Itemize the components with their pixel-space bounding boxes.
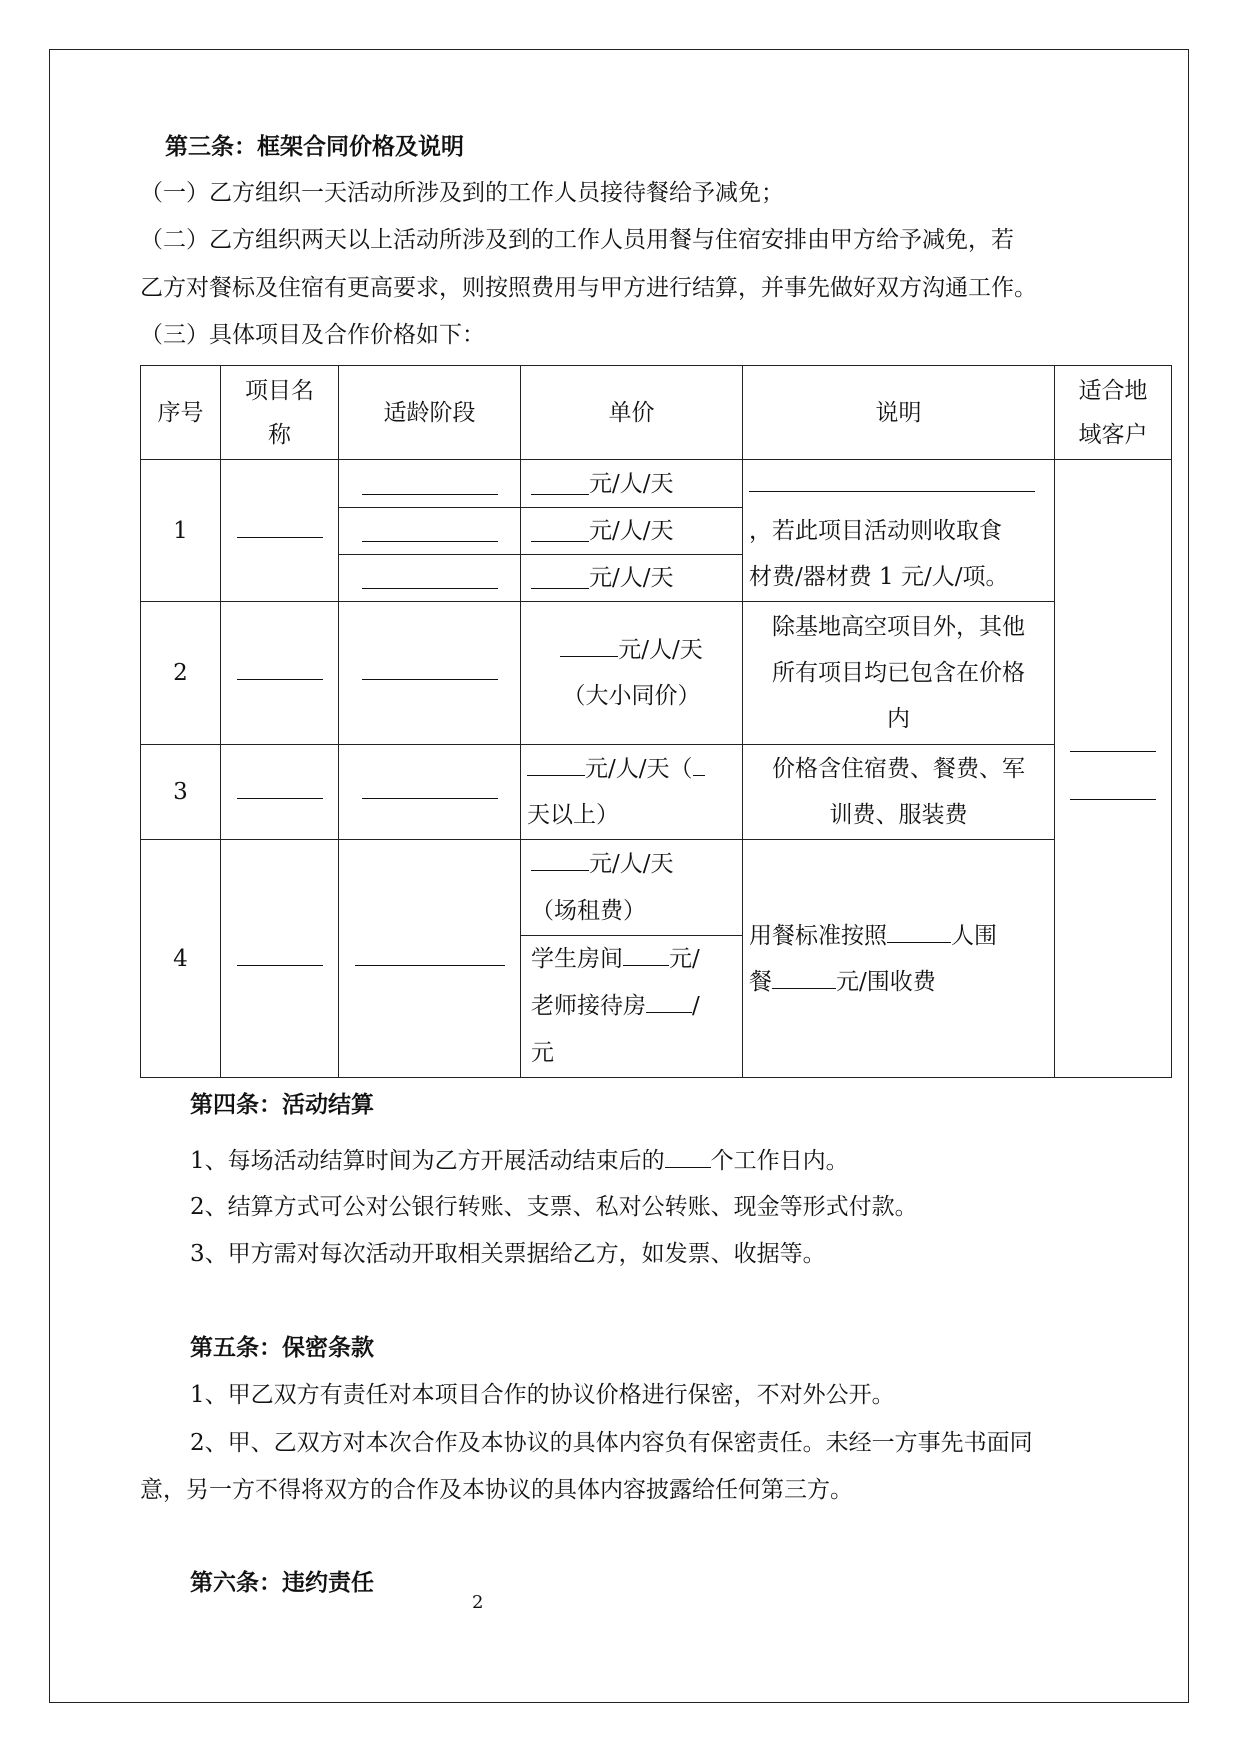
room-line: 元 bbox=[531, 1039, 554, 1066]
price-unit: 元/人/天 bbox=[589, 470, 674, 497]
article-3-para-3: （三）具体项目及合作价格如下： bbox=[140, 322, 485, 348]
article-5-item-2b: 意，另一方不得将双方的合作及本协议的具体内容披露给任何第三方。 bbox=[140, 1477, 853, 1503]
row-1-seq: 1 bbox=[141, 460, 221, 602]
blank-line bbox=[623, 943, 669, 966]
header-age: 适龄阶段 bbox=[339, 366, 521, 460]
blank-line bbox=[362, 519, 498, 542]
header-region-line-2: 域客户 bbox=[1078, 421, 1148, 448]
desc-line: 价格含住宿费、餐费、军 bbox=[772, 756, 1025, 782]
header-region bbox=[1055, 366, 1172, 460]
article-4-title: 第四条：活动结算 bbox=[190, 1091, 374, 1118]
table-row bbox=[141, 745, 1172, 840]
blank-line bbox=[772, 966, 836, 989]
row-2-price-cell bbox=[521, 602, 743, 745]
header-description: 说明 bbox=[743, 366, 1055, 460]
row-3-price-cell bbox=[521, 745, 743, 840]
blank-line bbox=[531, 848, 589, 871]
table-row bbox=[141, 840, 1172, 1078]
desc-line: 所有项目均已包含在价格 bbox=[772, 660, 1025, 686]
row-4-description bbox=[743, 840, 1055, 1078]
blank-line bbox=[237, 943, 323, 966]
blank-line bbox=[355, 943, 505, 966]
article-5-item-1: 1、甲乙双方有责任对本项目合作的协议价格进行保密，不对外公开。 bbox=[190, 1382, 895, 1408]
desc-blank bbox=[749, 462, 1048, 508]
row-1-price-cell bbox=[521, 460, 743, 602]
age-sub-row bbox=[339, 507, 520, 554]
room-unit: 元/ bbox=[669, 945, 700, 972]
row-2-description bbox=[743, 602, 1055, 745]
price-unit: 元/人/天 bbox=[589, 564, 674, 591]
price-line bbox=[527, 627, 736, 673]
header-price: 单价 bbox=[521, 366, 743, 460]
room-label: 老师接待房 bbox=[531, 992, 646, 1019]
header-project-name bbox=[221, 366, 339, 460]
price-sub-row bbox=[521, 461, 742, 507]
meal-unit: 元/围收费 bbox=[836, 968, 936, 995]
price-table bbox=[140, 365, 1172, 1078]
header-region-line-1: 适合地 bbox=[1078, 377, 1148, 404]
room-line bbox=[531, 983, 732, 1030]
article-3-para-2b: 乙方对餐标及住宿有更高要求，则按照费用与甲方进行结算，并事先做好双方沟通工作。 bbox=[140, 275, 1037, 301]
article-4-item-3: 3、甲方需对每次活动开取相关票据给乙方，如发票、收据等。 bbox=[190, 1241, 826, 1267]
row-3-name-cell bbox=[221, 745, 339, 840]
price-line bbox=[527, 746, 736, 792]
article-5-title: 第五条：保密条款 bbox=[190, 1334, 374, 1361]
region-blank bbox=[1061, 721, 1165, 769]
blank-line bbox=[749, 469, 1035, 492]
header-seq: 序号 bbox=[141, 366, 221, 460]
blank-line bbox=[362, 566, 498, 589]
item-text: 个工作日内。 bbox=[710, 1148, 849, 1174]
blank-line bbox=[1070, 777, 1156, 800]
blank-line bbox=[237, 657, 323, 680]
desc-line: 训费、服装费 bbox=[829, 802, 968, 828]
region-cell bbox=[1055, 460, 1172, 1078]
price-unit: 元/人/天 bbox=[618, 637, 703, 663]
meal-label: 餐 bbox=[749, 968, 772, 995]
blank-line bbox=[531, 472, 589, 495]
desc-line: 除基地高空项目外，其他 bbox=[772, 614, 1025, 640]
price-note: （大小同价） bbox=[562, 683, 701, 709]
price-line: 天以上） bbox=[527, 802, 619, 828]
row-2-seq: 2 bbox=[141, 602, 221, 745]
meal-line bbox=[749, 913, 1048, 959]
row-1-age-cell bbox=[339, 460, 521, 602]
header-project-name-line-1: 项目名 bbox=[245, 377, 314, 404]
article-3-para-1: （一）乙方组织一天活动所涉及到的工作人员接待餐给予减免； bbox=[140, 180, 784, 206]
room-unit: / bbox=[692, 992, 700, 1019]
article-4-item-1 bbox=[190, 1145, 849, 1176]
blank-line bbox=[665, 1145, 711, 1168]
row-3-description bbox=[743, 745, 1055, 840]
blank-line bbox=[693, 753, 705, 776]
price-note: （场租费） bbox=[531, 897, 646, 924]
row-4-seq: 4 bbox=[141, 840, 221, 1078]
room-line bbox=[531, 936, 732, 983]
blank-line bbox=[527, 753, 585, 776]
blank-line bbox=[646, 990, 692, 1013]
price-lower bbox=[521, 935, 742, 1077]
age-sub-row bbox=[339, 554, 520, 601]
table-row bbox=[141, 602, 1172, 745]
meal-line bbox=[749, 959, 1048, 1005]
desc-line: 材费/器材费 1 元/人/项。 bbox=[749, 563, 1009, 590]
blank-line bbox=[237, 515, 323, 538]
price-line bbox=[531, 841, 732, 888]
table-row bbox=[141, 460, 1172, 602]
blank-line bbox=[362, 776, 498, 799]
row-2-name-cell bbox=[221, 602, 339, 745]
row-4-age-cell bbox=[339, 840, 521, 1078]
table-header-row bbox=[141, 366, 1172, 460]
region-blank bbox=[1061, 769, 1165, 817]
age-sub-row bbox=[339, 461, 520, 507]
desc-line: 内 bbox=[887, 706, 910, 732]
article-3-title: 第三条：框架合同价格及说明 bbox=[165, 133, 464, 160]
blank-line bbox=[560, 634, 618, 657]
blank-line bbox=[362, 657, 498, 680]
row-4-name-cell bbox=[221, 840, 339, 1078]
row-3-age-cell bbox=[339, 745, 521, 840]
price-unit: 元/人/天（ bbox=[585, 756, 693, 782]
blank-line bbox=[887, 920, 951, 943]
meal-unit: 人围 bbox=[951, 922, 997, 949]
price-sub-row bbox=[521, 554, 742, 601]
row-1-name-cell bbox=[221, 460, 339, 602]
article-5-item-2a: 2、甲、乙双方对本次合作及本协议的具体内容负有保密责任。未经一方事先书面同 bbox=[190, 1430, 1033, 1456]
blank-line bbox=[362, 472, 498, 495]
blank-line bbox=[531, 519, 589, 542]
desc-line: ，若此项目活动则收取食 bbox=[749, 517, 1002, 544]
blank-line bbox=[531, 566, 589, 589]
article-4-item-2: 2、结算方式可公对公银行转账、支票、私对公转账、现金等形式付款。 bbox=[190, 1194, 918, 1220]
price-unit: 元/人/天 bbox=[589, 850, 674, 877]
article-3-para-2a: （二）乙方组织两天以上活动所涉及到的工作人员用餐与住宿安排由甲方给予减免，若 bbox=[140, 227, 1014, 253]
meal-label: 用餐标准按照 bbox=[749, 922, 887, 949]
article-6-title: 第六条：违约责任 bbox=[190, 1569, 374, 1596]
price-upper bbox=[521, 841, 742, 935]
blank-line bbox=[1070, 729, 1156, 752]
page-number: 2 bbox=[472, 1592, 484, 1613]
header-project-name-line-2: 称 bbox=[268, 421, 291, 448]
blank-line bbox=[237, 776, 323, 799]
price-unit: 元/人/天 bbox=[589, 517, 674, 544]
row-4-price-cell bbox=[521, 840, 743, 1078]
row-2-age-cell bbox=[339, 602, 521, 745]
row-3-seq: 3 bbox=[141, 745, 221, 840]
item-text: 1、每场活动结算时间为乙方开展活动结束后的 bbox=[190, 1148, 665, 1174]
room-label: 学生房间 bbox=[531, 945, 623, 972]
price-sub-row bbox=[521, 507, 742, 554]
row-1-description bbox=[743, 460, 1055, 602]
